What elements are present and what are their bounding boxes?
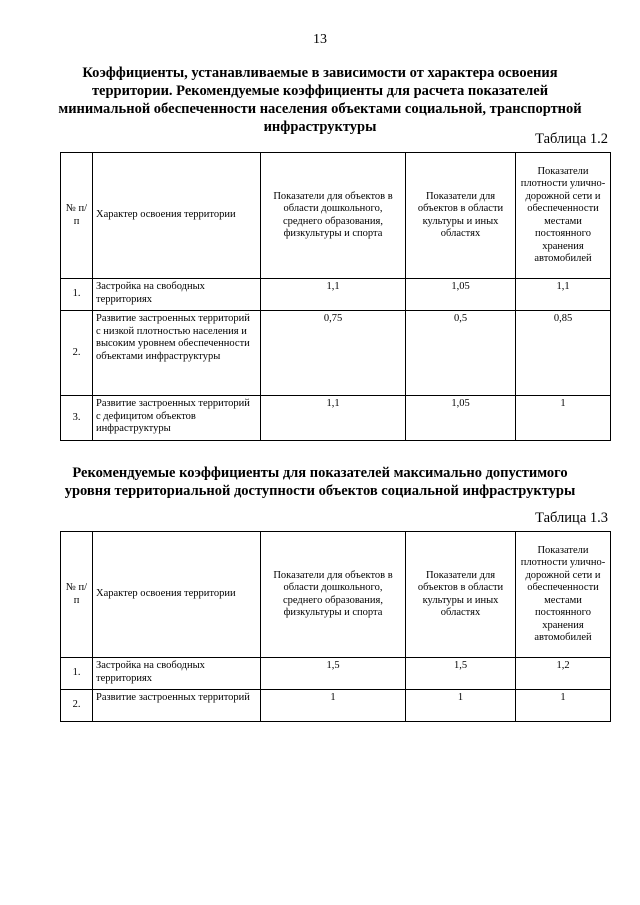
row-roads-value: 1 xyxy=(516,396,611,441)
row-culture-value: 1,05 xyxy=(406,279,516,311)
row-territory: Застройка на свободных территориях xyxy=(93,279,261,311)
header-culture: Показатели для объектов в области культуры и иных областях xyxy=(406,532,516,658)
table-header-row xyxy=(61,153,611,279)
row-number: 3. xyxy=(61,396,93,441)
table-row xyxy=(61,311,611,396)
row-culture-value: 1,05 xyxy=(406,396,516,441)
table-row xyxy=(61,279,611,311)
row-roads-value: 0,85 xyxy=(516,311,611,396)
row-number: 2. xyxy=(61,690,93,722)
header-roads: Показатели плотности улично-дорожной сети и обеспеченности местами постоянного хранения автомобилей xyxy=(516,153,611,279)
header-territory: Характер освоения территории xyxy=(93,153,261,279)
table-1-3 xyxy=(60,531,611,722)
header-number: № п/п xyxy=(61,153,93,279)
section-1-heading: Коэффициенты, устанавливаемые в зависимости от характера освоения территории. Рекомендуемые коэффициенты для расчета показателей минимальной обеспеченности населения объектами социальной, транспортной инфраструктуры xyxy=(58,65,582,135)
row-education-value: 1,1 xyxy=(261,279,406,311)
row-education-value: 1,1 xyxy=(261,396,406,441)
section-2-heading: Рекомендуемые коэффициенты для показателей максимально допустимого уровня территориальной доступности объектов социальной инфраструктуры xyxy=(64,465,576,499)
row-culture-value: 1 xyxy=(406,690,516,722)
row-education-value: 0,75 xyxy=(261,311,406,396)
header-education: Показатели для объектов в области дошкольного, среднего образования, физкультуры и спорта xyxy=(261,532,406,658)
row-territory: Развитие застроенных территорий с дефицитом объектов инфраструктуры xyxy=(93,396,261,441)
table-1-2-caption: Таблица 1.2 xyxy=(535,131,608,147)
row-roads-value: 1,2 xyxy=(516,658,611,690)
row-roads-value: 1,1 xyxy=(516,279,611,311)
row-education-value: 1,5 xyxy=(261,658,406,690)
header-roads: Показатели плотности улично-дорожной сети и обеспеченности местами постоянного хранения автомобилей xyxy=(516,532,611,658)
table-header-row xyxy=(61,532,611,658)
row-territory: Развитие застроенных территорий с низкой плотностью населения и высоким уровнем обеспеченности объектами инфраструктуры xyxy=(93,311,261,396)
header-education: Показатели для объектов в области дошкольного, среднего образования, физкультуры и спорта xyxy=(261,153,406,279)
row-culture-value: 1,5 xyxy=(406,658,516,690)
table-1-3-caption: Таблица 1.3 xyxy=(535,510,608,526)
table-row xyxy=(61,690,611,722)
row-number: 1. xyxy=(61,279,93,311)
header-culture: Показатели для объектов в области культуры и иных областях xyxy=(406,153,516,279)
table-row xyxy=(61,658,611,690)
row-number: 2. xyxy=(61,311,93,396)
row-education-value: 1 xyxy=(261,690,406,722)
header-territory: Характер освоения территории xyxy=(93,532,261,658)
row-territory: Застройка на свободных территориях xyxy=(93,658,261,690)
row-number: 1. xyxy=(61,658,93,690)
row-roads-value: 1 xyxy=(516,690,611,722)
header-number: № п/п xyxy=(61,532,93,658)
table-1-2 xyxy=(60,152,611,441)
row-territory: Развитие застроенных территорий xyxy=(93,690,261,722)
page-number: 13 xyxy=(313,32,327,47)
table-row xyxy=(61,396,611,441)
row-culture-value: 0,5 xyxy=(406,311,516,396)
